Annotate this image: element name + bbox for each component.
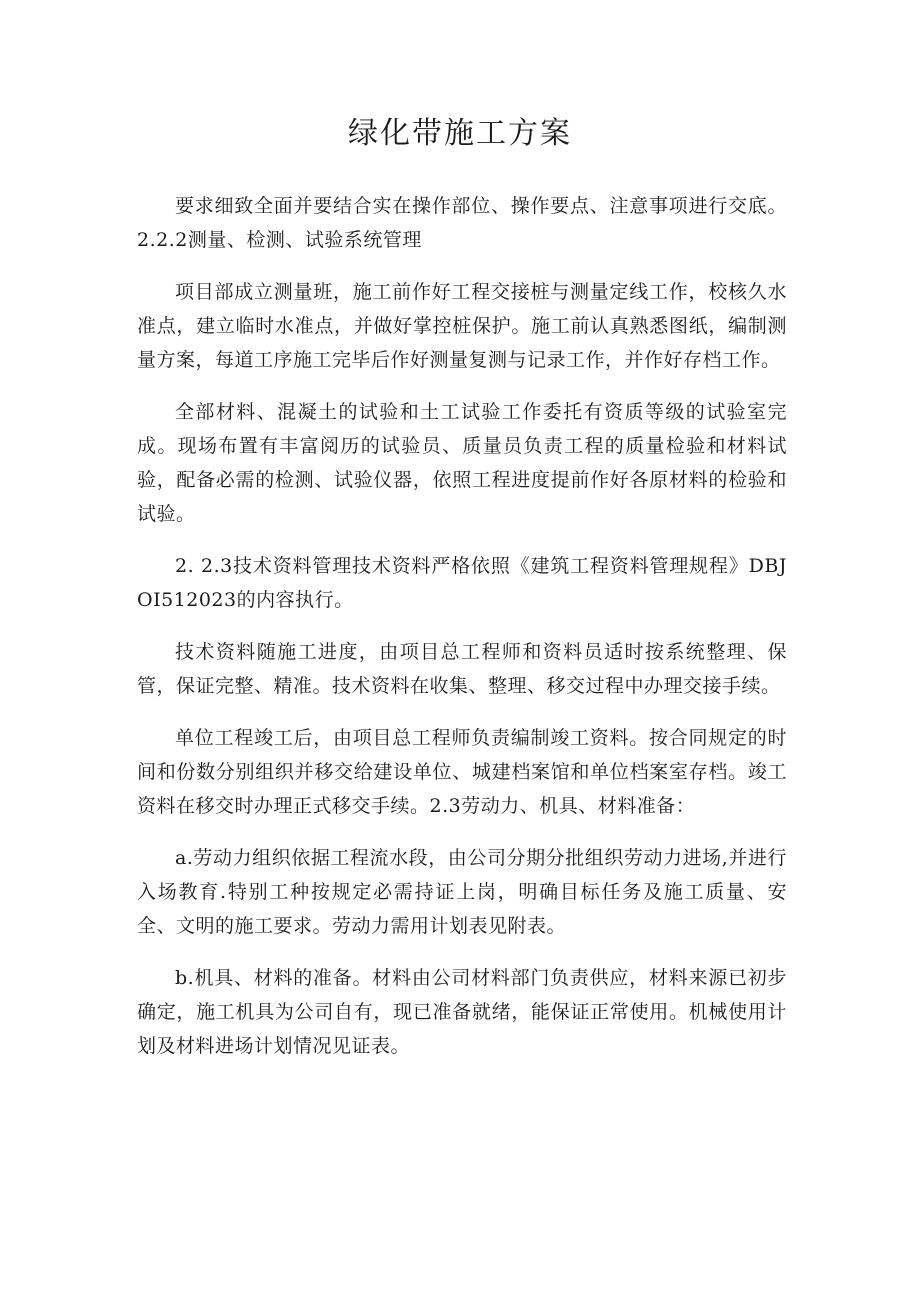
page-title: 绿化带施工方案 (348, 116, 572, 151)
paragraph-completion-docs: 单位工程竣工后，由项目总工程师负责编制竣工资料。按合同规定的时间和份数分别组织并移交给建设单位、城建档案馆和单位档案室存档。竣工资料在移交时办理正式移交手续。2.3劳动力、机具、材料准备： (137, 727, 787, 817)
paragraph-equipment-materials: b.机具、材料的准备。材料由公司材料部门负责供应，材料来源已初步确定，施工机具为公司自有，现已准备就绪，能保证正常使用。机械使用计划及材料进场计划情况见证表。 (137, 967, 787, 1057)
paragraph-technical-docs-standard: 2. 2.3技术资料管理技术资料严格依照《建筑工程资料管理规程》DBJOI512023的内容执行。 (137, 555, 787, 611)
paragraph-survey-team: 项目部成立测量班，施工前作好工程交接桩与测量定线工作，校核久水准点，建立临时水准点，并做好掌控桩保护。施工前认真熟悉图纸，编制测量方案，每道工序施工完毕后作好测量复测与记录工作，并作好存档工作。 (137, 281, 787, 371)
paragraph-materials-testing: 全部材料、混凝土的试验和土工试验工作委托有资质等级的试验室完成。现场布置有丰富阅历的试验员、质量员负责工程的质量检验和材料试验，配备必需的检测、试验仪器，依照工程进度提前作好各原材料的检验和试验。 (137, 401, 787, 525)
paragraph-requirements: 要求细致全面并要结合实在操作部位、操作要点、注意事项进行交底。2.2.2测量、检测、试验系统管理 (137, 195, 787, 251)
document-body (137, 189, 787, 1081)
paragraph-labor-organization: a.劳动力组织依据工程流水段，由公司分期分批组织劳动力进场,并进行入场教育.特别工种按规定必需持证上岗，明确目标任务及施工质量、安全、文明的施工要求。劳动力需用计划表见附表。 (137, 847, 787, 937)
paragraph-technical-docs-handling: 技术资料随施工进度，由项目总工程师和资料员适时按系统整理、保管，保证完整、精准。技术资料在收集、整理、移交过程中办理交接手续。 (137, 641, 787, 697)
